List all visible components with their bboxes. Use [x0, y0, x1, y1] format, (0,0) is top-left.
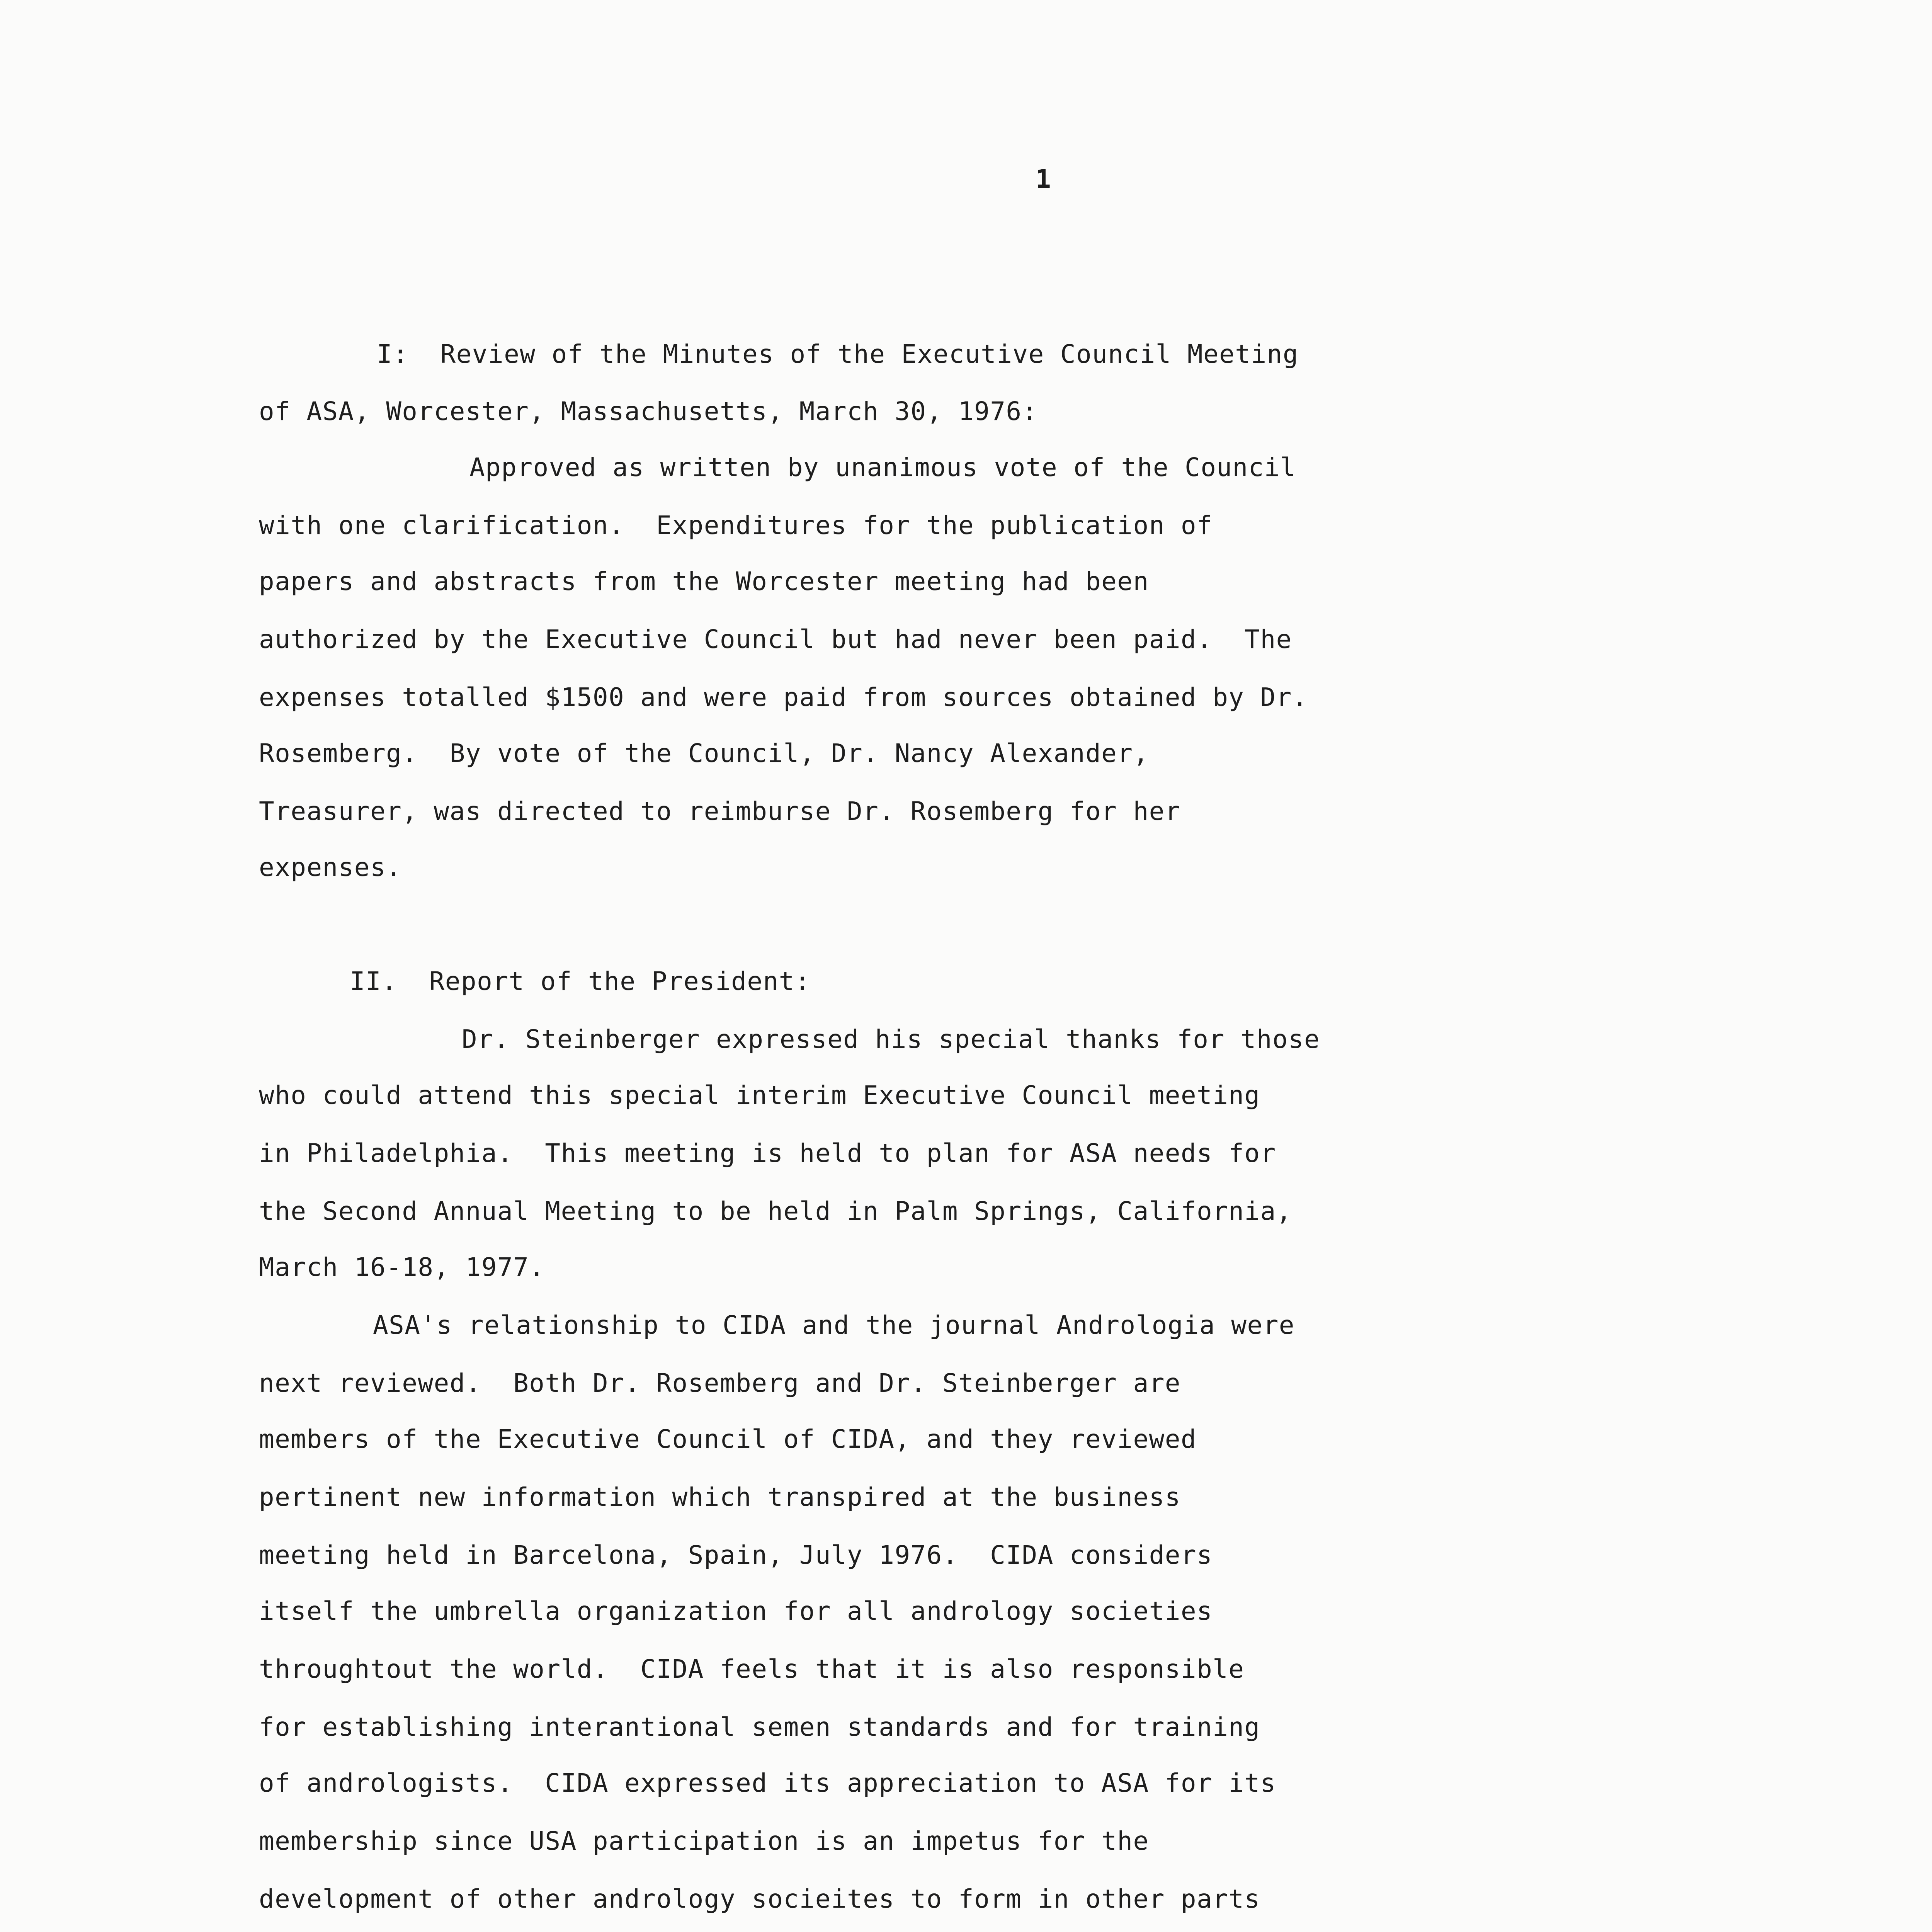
text-line: expenses totalled $1500 and were paid from sources obtained by Dr. — [259, 682, 1308, 712]
text-line: of ASA, Worcester, Massachusetts, March 30, 1976: — [259, 396, 1038, 426]
text-line: Dr. Steinberger expressed his special thanks for those — [462, 1024, 1320, 1054]
text-line: of andrologists. CIDA expressed its appreciation to ASA for its — [259, 1768, 1276, 1798]
text-line: throughtout the world. CIDA feels that it is also responsible — [259, 1654, 1245, 1684]
text-line: the Second Annual Meeting to be held in Palm Springs, California, — [259, 1196, 1292, 1226]
section-heading-president-report: II. Report of the President: — [350, 966, 811, 996]
section-heading-minutes-review: I: Review of the Minutes of the Executive Council Meeting — [377, 339, 1299, 369]
text-line: for establishing interantional semen standards and for training — [259, 1712, 1260, 1742]
text-line: next reviewed. Both Dr. Rosemberg and Dr. Steinberger are — [259, 1368, 1181, 1398]
text-line: members of the Executive Council of CIDA, and they reviewed — [259, 1424, 1197, 1454]
page-number: 1 — [1036, 164, 1051, 194]
text-line: March 16-18, 1977. — [259, 1252, 545, 1282]
text-line: with one clarification. Expenditures for the publication of — [259, 510, 1213, 540]
text-line: development of other andrology socieites to form in other parts — [259, 1884, 1260, 1914]
text-line: pertinent new information which transpired at the business — [259, 1482, 1181, 1512]
text-line: itself the umbrella organization for all andrology societies — [259, 1596, 1213, 1626]
text-line: in Philadelphia. This meeting is held to plan for ASA needs for — [259, 1138, 1276, 1168]
text-line: Rosemberg. By vote of the Council, Dr. Nancy Alexander, — [259, 738, 1149, 768]
text-line: Approved as written by unanimous vote of the Council — [469, 452, 1296, 482]
text-line: ASA's relationship to CIDA and the journal Andrologia were — [373, 1310, 1295, 1340]
text-line: meeting held in Barcelona, Spain, July 1976. CIDA considers — [259, 1540, 1213, 1570]
text-line: expenses. — [259, 852, 402, 882]
text-line: membership since USA participation is an impetus for the — [259, 1826, 1149, 1856]
text-line: authorized by the Executive Council but had never been paid. The — [259, 624, 1292, 654]
text-line: Treasurer, was directed to reimburse Dr. Rosemberg for her — [259, 796, 1181, 826]
text-line: who could attend this special interim Executive Council meeting — [259, 1080, 1260, 1110]
text-line: papers and abstracts from the Worcester meeting had been — [259, 566, 1149, 596]
